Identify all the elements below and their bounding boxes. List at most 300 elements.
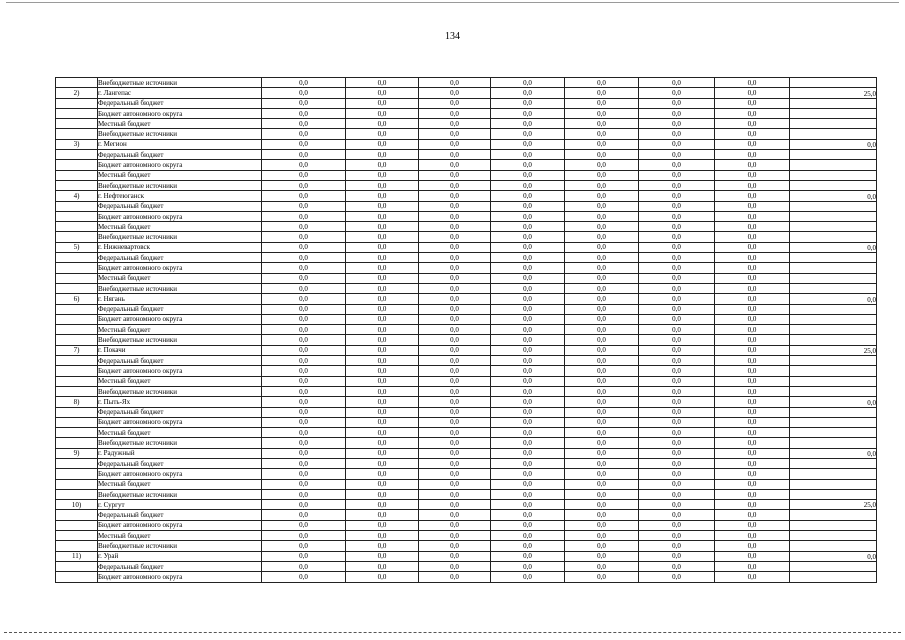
value-cell: 0,0 [346,314,419,324]
value-cell: 0,0 [491,191,565,201]
table-row [56,561,877,571]
row-name: г. Лангепас [98,88,262,98]
value-cell: 0,0 [262,335,346,345]
total-cell [790,273,877,283]
value-cell: 0,0 [262,222,346,232]
value-cell: 0,0 [419,273,491,283]
value-cell: 0,0 [346,448,419,458]
table-row [56,325,877,335]
value-cell: 0,0 [419,294,491,304]
value-cell: 0,0 [262,541,346,551]
value-cell: 0,0 [565,500,639,510]
value-cell: 0,0 [346,180,419,190]
value-cell: 0,0 [715,129,790,139]
value-cell: 0,0 [419,78,491,88]
value-cell: 0,0 [346,242,419,252]
row-name: Внебюджетные источники [98,489,262,499]
value-cell: 0,0 [565,510,639,520]
value-cell: 0,0 [639,510,715,520]
value-cell: 0,0 [346,294,419,304]
row-name: Бюджет автономного округа [98,108,262,118]
value-cell: 0,0 [565,520,639,530]
value-cell: 0,0 [262,345,346,355]
row-name: Внебюджетные источники [98,129,262,139]
value-cell: 0,0 [565,253,639,263]
row-name: Местный бюджет [98,273,262,283]
top-rule [6,2,899,3]
value-cell: 0,0 [346,458,419,468]
table-row [56,489,877,499]
value-cell: 0,0 [565,314,639,324]
value-cell: 0,0 [262,407,346,417]
row-name: Бюджет автономного округа [98,211,262,221]
value-cell: 0,0 [419,232,491,242]
value-cell: 0,0 [715,263,790,273]
table-row [56,386,877,396]
value-cell: 0,0 [491,407,565,417]
value-cell: 0,0 [491,139,565,149]
table-row [56,78,877,88]
value-cell: 0,0 [639,561,715,571]
row-name: Внебюджетные источники [98,335,262,345]
value-cell: 0,0 [565,428,639,438]
value-cell: 0,0 [491,376,565,386]
row-name: Бюджет автономного округа [98,160,262,170]
value-cell: 0,0 [262,448,346,458]
row-number [56,119,98,129]
value-cell: 0,0 [565,551,639,561]
row-name: г. Урай [98,551,262,561]
value-cell: 0,0 [491,108,565,118]
value-cell: 0,0 [639,325,715,335]
value-cell: 0,0 [639,170,715,180]
value-cell: 0,0 [715,572,790,582]
value-cell: 0,0 [715,78,790,88]
row-number [56,479,98,489]
row-name: г. Пыть-Ях [98,397,262,407]
total-cell [790,129,877,139]
table-row [56,438,877,448]
value-cell: 0,0 [565,294,639,304]
value-cell: 0,0 [565,88,639,98]
value-cell: 0,0 [346,129,419,139]
value-cell: 0,0 [639,108,715,118]
value-cell: 0,0 [565,170,639,180]
total-cell [790,98,877,108]
table-row [56,304,877,314]
total-cell [790,489,877,499]
value-cell: 0,0 [565,201,639,211]
row-number [56,222,98,232]
value-cell: 0,0 [262,232,346,242]
value-cell: 0,0 [565,325,639,335]
total-cell [790,222,877,232]
value-cell: 0,0 [639,345,715,355]
row-number: 5) [56,242,98,252]
total-cell [790,283,877,293]
value-cell: 0,0 [491,366,565,376]
budget-table [55,77,877,583]
value-cell: 0,0 [419,335,491,345]
total-cell [790,170,877,180]
row-number [56,356,98,366]
value-cell: 0,0 [639,211,715,221]
table-row [56,150,877,160]
row-name: Внебюджетные источники [98,386,262,396]
row-number [56,304,98,314]
value-cell: 0,0 [565,407,639,417]
value-cell: 0,0 [639,191,715,201]
value-cell: 0,0 [715,541,790,551]
value-cell: 0,0 [262,376,346,386]
row-name: г. Нефтеюганск [98,191,262,201]
total-cell [790,232,877,242]
row-name: Местный бюджет [98,531,262,541]
value-cell: 0,0 [491,386,565,396]
value-cell: 0,0 [419,572,491,582]
row-number: 4) [56,191,98,201]
row-name: г. Мегион [98,139,262,149]
value-cell: 0,0 [565,98,639,108]
value-cell: 0,0 [639,376,715,386]
value-cell: 0,0 [262,479,346,489]
value-cell: 0,0 [262,561,346,571]
row-number [56,335,98,345]
row-name: Федеральный бюджет [98,304,262,314]
value-cell: 0,0 [346,489,419,499]
total-cell [790,479,877,489]
value-cell: 0,0 [262,510,346,520]
row-name: г. Радужный [98,448,262,458]
value-cell: 0,0 [565,376,639,386]
total-cell [790,531,877,541]
value-cell: 0,0 [639,531,715,541]
value-cell: 0,0 [419,469,491,479]
municipality-row [56,191,877,201]
row-number [56,314,98,324]
value-cell: 0,0 [262,283,346,293]
value-cell: 0,0 [419,283,491,293]
value-cell: 0,0 [262,88,346,98]
total-cell [790,325,877,335]
value-cell: 0,0 [639,572,715,582]
row-number [56,283,98,293]
value-cell: 0,0 [419,150,491,160]
value-cell: 0,0 [419,376,491,386]
value-cell: 0,0 [715,386,790,396]
value-cell: 0,0 [715,500,790,510]
row-name: Федеральный бюджет [98,201,262,211]
value-cell: 0,0 [491,119,565,129]
row-name: г. Покачи [98,345,262,355]
total-cell [790,428,877,438]
value-cell: 0,0 [715,469,790,479]
total-cell: 0,0 [790,139,877,149]
row-number: 2) [56,88,98,98]
value-cell: 0,0 [346,561,419,571]
value-cell: 0,0 [491,397,565,407]
row-name: Бюджет автономного округа [98,572,262,582]
table-row [56,572,877,582]
value-cell: 0,0 [491,294,565,304]
value-cell: 0,0 [346,345,419,355]
table-row [56,541,877,551]
value-cell: 0,0 [639,335,715,345]
value-cell: 0,0 [639,160,715,170]
value-cell: 0,0 [565,438,639,448]
value-cell: 0,0 [262,150,346,160]
row-number [56,510,98,520]
value-cell: 0,0 [565,335,639,345]
value-cell: 0,0 [715,458,790,468]
value-cell: 0,0 [419,170,491,180]
row-name: Федеральный бюджет [98,356,262,366]
value-cell: 0,0 [715,253,790,263]
value-cell: 0,0 [491,438,565,448]
value-cell: 0,0 [346,139,419,149]
value-cell: 0,0 [346,479,419,489]
value-cell: 0,0 [346,469,419,479]
row-number [56,273,98,283]
value-cell: 0,0 [565,458,639,468]
value-cell: 0,0 [262,108,346,118]
value-cell: 0,0 [262,263,346,273]
value-cell: 0,0 [639,397,715,407]
row-number: 3) [56,139,98,149]
row-name: Бюджет автономного округа [98,366,262,376]
row-number [56,160,98,170]
row-number [56,428,98,438]
value-cell: 0,0 [262,500,346,510]
row-name: Внебюджетные источники [98,180,262,190]
total-cell [790,417,877,427]
row-number [56,541,98,551]
value-cell: 0,0 [715,428,790,438]
value-cell: 0,0 [262,139,346,149]
value-cell: 0,0 [715,273,790,283]
value-cell: 0,0 [715,489,790,499]
table-row [56,531,877,541]
value-cell: 0,0 [262,129,346,139]
value-cell: 0,0 [419,108,491,118]
value-cell: 0,0 [565,469,639,479]
value-cell: 0,0 [715,160,790,170]
row-name: Местный бюджет [98,222,262,232]
value-cell: 0,0 [639,541,715,551]
total-cell [790,160,877,170]
value-cell: 0,0 [262,531,346,541]
row-name: Местный бюджет [98,170,262,180]
table-row [56,356,877,366]
value-cell: 0,0 [715,283,790,293]
value-cell: 0,0 [639,366,715,376]
value-cell: 0,0 [419,520,491,530]
table-row [56,253,877,263]
table-row [56,283,877,293]
value-cell: 0,0 [262,273,346,283]
value-cell: 0,0 [262,98,346,108]
value-cell: 0,0 [419,88,491,98]
value-cell: 0,0 [346,551,419,561]
value-cell: 0,0 [419,211,491,221]
table-row [56,376,877,386]
table-row [56,222,877,232]
page-number: 134 [445,31,460,42]
value-cell: 0,0 [262,520,346,530]
value-cell: 0,0 [639,201,715,211]
total-cell [790,561,877,571]
table-row [56,314,877,324]
value-cell: 0,0 [419,222,491,232]
table-row [56,479,877,489]
value-cell: 0,0 [715,366,790,376]
value-cell: 0,0 [639,356,715,366]
value-cell: 0,0 [346,304,419,314]
value-cell: 0,0 [419,263,491,273]
total-cell [790,150,877,160]
municipality-row [56,294,877,304]
row-number [56,376,98,386]
row-number [56,572,98,582]
value-cell: 0,0 [262,314,346,324]
value-cell: 0,0 [565,273,639,283]
value-cell: 0,0 [491,180,565,190]
total-cell [790,304,877,314]
value-cell: 0,0 [565,129,639,139]
value-cell: 0,0 [565,479,639,489]
row-name: Внебюджетные источники [98,541,262,551]
value-cell: 0,0 [639,479,715,489]
total-cell [790,572,877,582]
total-cell [790,314,877,324]
total-cell [790,458,877,468]
value-cell: 0,0 [346,201,419,211]
value-cell: 0,0 [419,180,491,190]
value-cell: 0,0 [639,386,715,396]
table-row [56,180,877,190]
value-cell: 0,0 [262,325,346,335]
value-cell: 0,0 [715,407,790,417]
value-cell: 0,0 [639,500,715,510]
row-number [56,561,98,571]
value-cell: 0,0 [419,139,491,149]
bottom-rule [4,632,901,633]
value-cell: 0,0 [346,407,419,417]
row-name: Федеральный бюджет [98,458,262,468]
municipality-row [56,448,877,458]
value-cell: 0,0 [419,479,491,489]
value-cell: 0,0 [565,397,639,407]
value-cell: 0,0 [419,98,491,108]
row-number: 9) [56,448,98,458]
row-name: Федеральный бюджет [98,253,262,263]
total-cell [790,335,877,345]
table-row [56,469,877,479]
value-cell: 0,0 [565,283,639,293]
value-cell: 0,0 [565,572,639,582]
value-cell: 0,0 [262,438,346,448]
value-cell: 0,0 [346,253,419,263]
value-cell: 0,0 [262,191,346,201]
value-cell: 0,0 [262,119,346,129]
value-cell: 0,0 [565,78,639,88]
value-cell: 0,0 [715,222,790,232]
value-cell: 0,0 [639,304,715,314]
value-cell: 0,0 [419,417,491,427]
row-number: 10) [56,500,98,510]
value-cell: 0,0 [565,561,639,571]
row-name: Внебюджетные источники [98,78,262,88]
value-cell: 0,0 [346,170,419,180]
total-cell [790,119,877,129]
value-cell: 0,0 [565,263,639,273]
value-cell: 0,0 [346,397,419,407]
value-cell: 0,0 [715,356,790,366]
value-cell: 0,0 [639,448,715,458]
value-cell: 0,0 [715,232,790,242]
table-row [56,119,877,129]
value-cell: 0,0 [491,345,565,355]
value-cell: 0,0 [491,458,565,468]
table-row [56,520,877,530]
row-number: 7) [56,345,98,355]
municipality-row [56,551,877,561]
table-body [56,78,877,583]
row-name: Местный бюджет [98,428,262,438]
value-cell: 0,0 [419,397,491,407]
row-name: Бюджет автономного округа [98,314,262,324]
table-row [56,510,877,520]
table-row [56,160,877,170]
row-name: Местный бюджет [98,376,262,386]
row-name: Федеральный бюджет [98,98,262,108]
value-cell: 0,0 [262,294,346,304]
value-cell: 0,0 [491,500,565,510]
value-cell: 0,0 [491,98,565,108]
value-cell: 0,0 [262,428,346,438]
value-cell: 0,0 [419,160,491,170]
value-cell: 0,0 [715,376,790,386]
value-cell: 0,0 [715,417,790,427]
total-cell: 0,0 [790,242,877,252]
value-cell: 0,0 [346,417,419,427]
total-cell: 25,0 [790,88,877,98]
value-cell: 0,0 [639,253,715,263]
value-cell: 0,0 [639,438,715,448]
value-cell: 0,0 [346,88,419,98]
value-cell: 0,0 [639,520,715,530]
row-name: г. Сургут [98,500,262,510]
row-number [56,232,98,242]
value-cell: 0,0 [346,232,419,242]
total-cell [790,469,877,479]
value-cell: 0,0 [419,458,491,468]
total-cell [790,541,877,551]
value-cell: 0,0 [262,211,346,221]
table-row [56,417,877,427]
total-cell [790,356,877,366]
row-name: Местный бюджет [98,479,262,489]
total-cell [790,78,877,88]
table-row [56,458,877,468]
row-name: Федеральный бюджет [98,561,262,571]
value-cell: 0,0 [346,366,419,376]
value-cell: 0,0 [491,510,565,520]
value-cell: 0,0 [491,273,565,283]
value-cell: 0,0 [262,417,346,427]
value-cell: 0,0 [346,119,419,129]
value-cell: 0,0 [639,283,715,293]
